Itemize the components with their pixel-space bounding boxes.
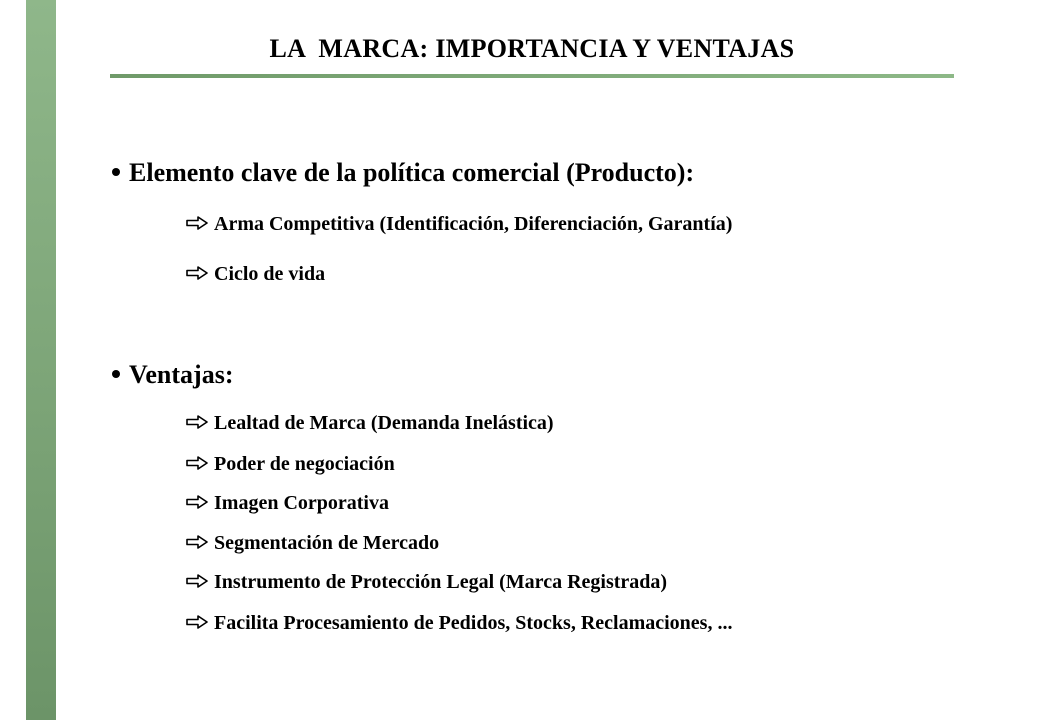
list-item <box>186 412 554 435</box>
list-item-text: Segmentación de Mercado <box>214 532 440 554</box>
slide-title: LA MARCA: IMPORTANCIA Y VENTAJAS <box>269 34 795 63</box>
outline-arrow-icon <box>186 495 208 509</box>
section-heading-ventajas <box>112 360 233 390</box>
list-item <box>186 453 395 476</box>
outline-arrow-icon <box>186 216 208 230</box>
list-item-text: Ciclo de vida <box>214 263 326 285</box>
list-item-text: Instrumento de Protección Legal (Marca Registrada) <box>214 571 668 593</box>
left-accent-bar <box>26 0 56 720</box>
list-item <box>186 571 667 594</box>
outline-arrow-icon <box>186 615 208 629</box>
section-heading-elemento-clave <box>112 158 694 188</box>
outline-arrow-icon <box>186 266 208 280</box>
list-item <box>186 492 389 515</box>
outline-arrow-icon <box>186 415 208 429</box>
list-item-text: Imagen Corporativa <box>214 492 389 514</box>
list-item-text: Lealtad de Marca (Demanda Inelástica) <box>214 412 554 434</box>
list-item-text: Poder de negociación <box>214 453 395 475</box>
list-item-text: Arma Competitiva (Identificación, Diferenciación, Garantía) <box>214 213 733 235</box>
bullet-dot-icon <box>112 370 120 378</box>
title-underline <box>110 74 954 78</box>
section-heading-text: Elemento clave de la política comercial (Producto): <box>129 158 695 187</box>
outline-arrow-icon <box>186 574 208 588</box>
list-item <box>186 263 325 286</box>
section-heading-text: Ventajas: <box>129 360 234 389</box>
outline-arrow-icon <box>186 456 208 470</box>
outline-arrow-icon <box>186 535 208 549</box>
list-item-text: Facilita Procesamiento de Pedidos, Stocks, Reclamaciones, ... <box>214 612 733 634</box>
list-item <box>186 213 732 236</box>
list-item <box>186 532 439 555</box>
bullet-dot-icon <box>112 168 120 176</box>
list-item <box>186 612 732 635</box>
